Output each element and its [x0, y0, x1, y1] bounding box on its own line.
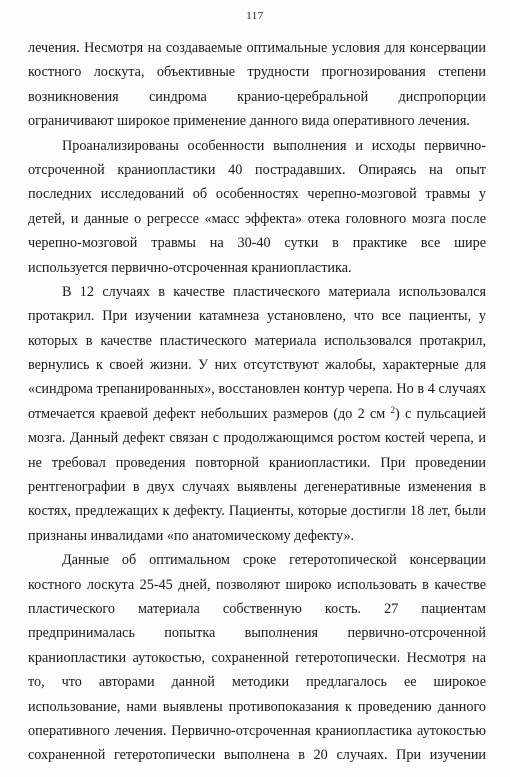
text-line: последних исследований об особенностях черепно-мозговой травмы у [28, 186, 486, 203]
text-line: сохраненной гетеротопически выполнена в 20 случаях. При изучении [28, 747, 486, 764]
text-line: ограничивают широкое применение данного вида оперативного лечения. [28, 113, 470, 130]
text-line: использование, нами выявлены противопоказания к проведению данного [28, 698, 486, 715]
text-line: протакрил. При изучении катамнеза установлено, что все пациенты, у [28, 308, 486, 325]
text-line: то, что авторами данной методики предлагалось ее широкое [28, 674, 486, 691]
text-line: В 12 случаях в качестве пластического материала использовался [62, 283, 486, 300]
text-fragment: ) с пульсацией [395, 405, 486, 422]
text-line: черепно-мозговой травмы на 30-40 сутки в практике все шире [28, 235, 486, 252]
text-line: которых в качестве пластического материала использовался протакрил, [28, 332, 486, 349]
page-number: 117 [246, 10, 264, 22]
text-line: костях, предлежащих к дефекту. Пациенты, которые достигли 18 лет, были [28, 503, 486, 520]
text-line-with-superscript [28, 402, 486, 426]
text-line: отсроченной краниопластики 40 пострадавших. Опираясь на опыт [28, 161, 486, 178]
text-line: возникновения синдрома кранио-церебральной диспропорции [28, 88, 486, 105]
text-line: краниопластики аутокостью, сохраненной гетеротопически. Несмотря на [28, 649, 486, 666]
text-line: вернулись к своей жизни. У них отсутствуют жалобы, характерные для [28, 357, 486, 374]
text-line: рентгенографии в двух случаях выявлены дегенеративные изменения в [28, 479, 486, 496]
text-fragment: отмечается краевой дефект небольших размеров (до 2 см [28, 405, 386, 422]
text-line: Проанализированы особенности выполнения и исходы первично- [62, 137, 486, 154]
text-line: пластического материала собственную кость. 27 пациентам [28, 600, 486, 617]
text-line: Данные об оптимальном сроке гетеротопической консервации [62, 552, 486, 569]
text-line: лечения. Несмотря на создаваемые оптимальные условия для консервации [28, 40, 486, 56]
text-line: не требовал проведения повторной краниопластики. При проведении [28, 454, 486, 471]
text-line: мозга. Данный дефект связан с продолжающимся ростом костей черепа, и [28, 430, 486, 447]
text-line: костного лоскута, объективные трудности прогнозирования степени [28, 64, 486, 81]
text-line: используется первично-отсроченная краниопластика. [28, 259, 352, 276]
text-line: оперативного лечения. Первично-отсроченная краниопластика аутокостью [28, 722, 486, 739]
text-line: признаны инвалидами «по анатомическому дефекту». [28, 527, 355, 544]
text-line: детей, и данные о регрессе «масс эффекта» отека головного мозга после [28, 210, 486, 227]
body-text [28, 36, 486, 768]
superscript: 2 [390, 404, 396, 415]
text-line: костного лоскута 25-45 дней, позволяют широко использовать в качестве [28, 576, 486, 593]
text-line: «синдрома трепанированных», восстановлен контур черепа. Но в 4 случаях [28, 381, 486, 398]
text-line: предпринималась попытка выполнения первично-отсроченной [28, 625, 486, 642]
